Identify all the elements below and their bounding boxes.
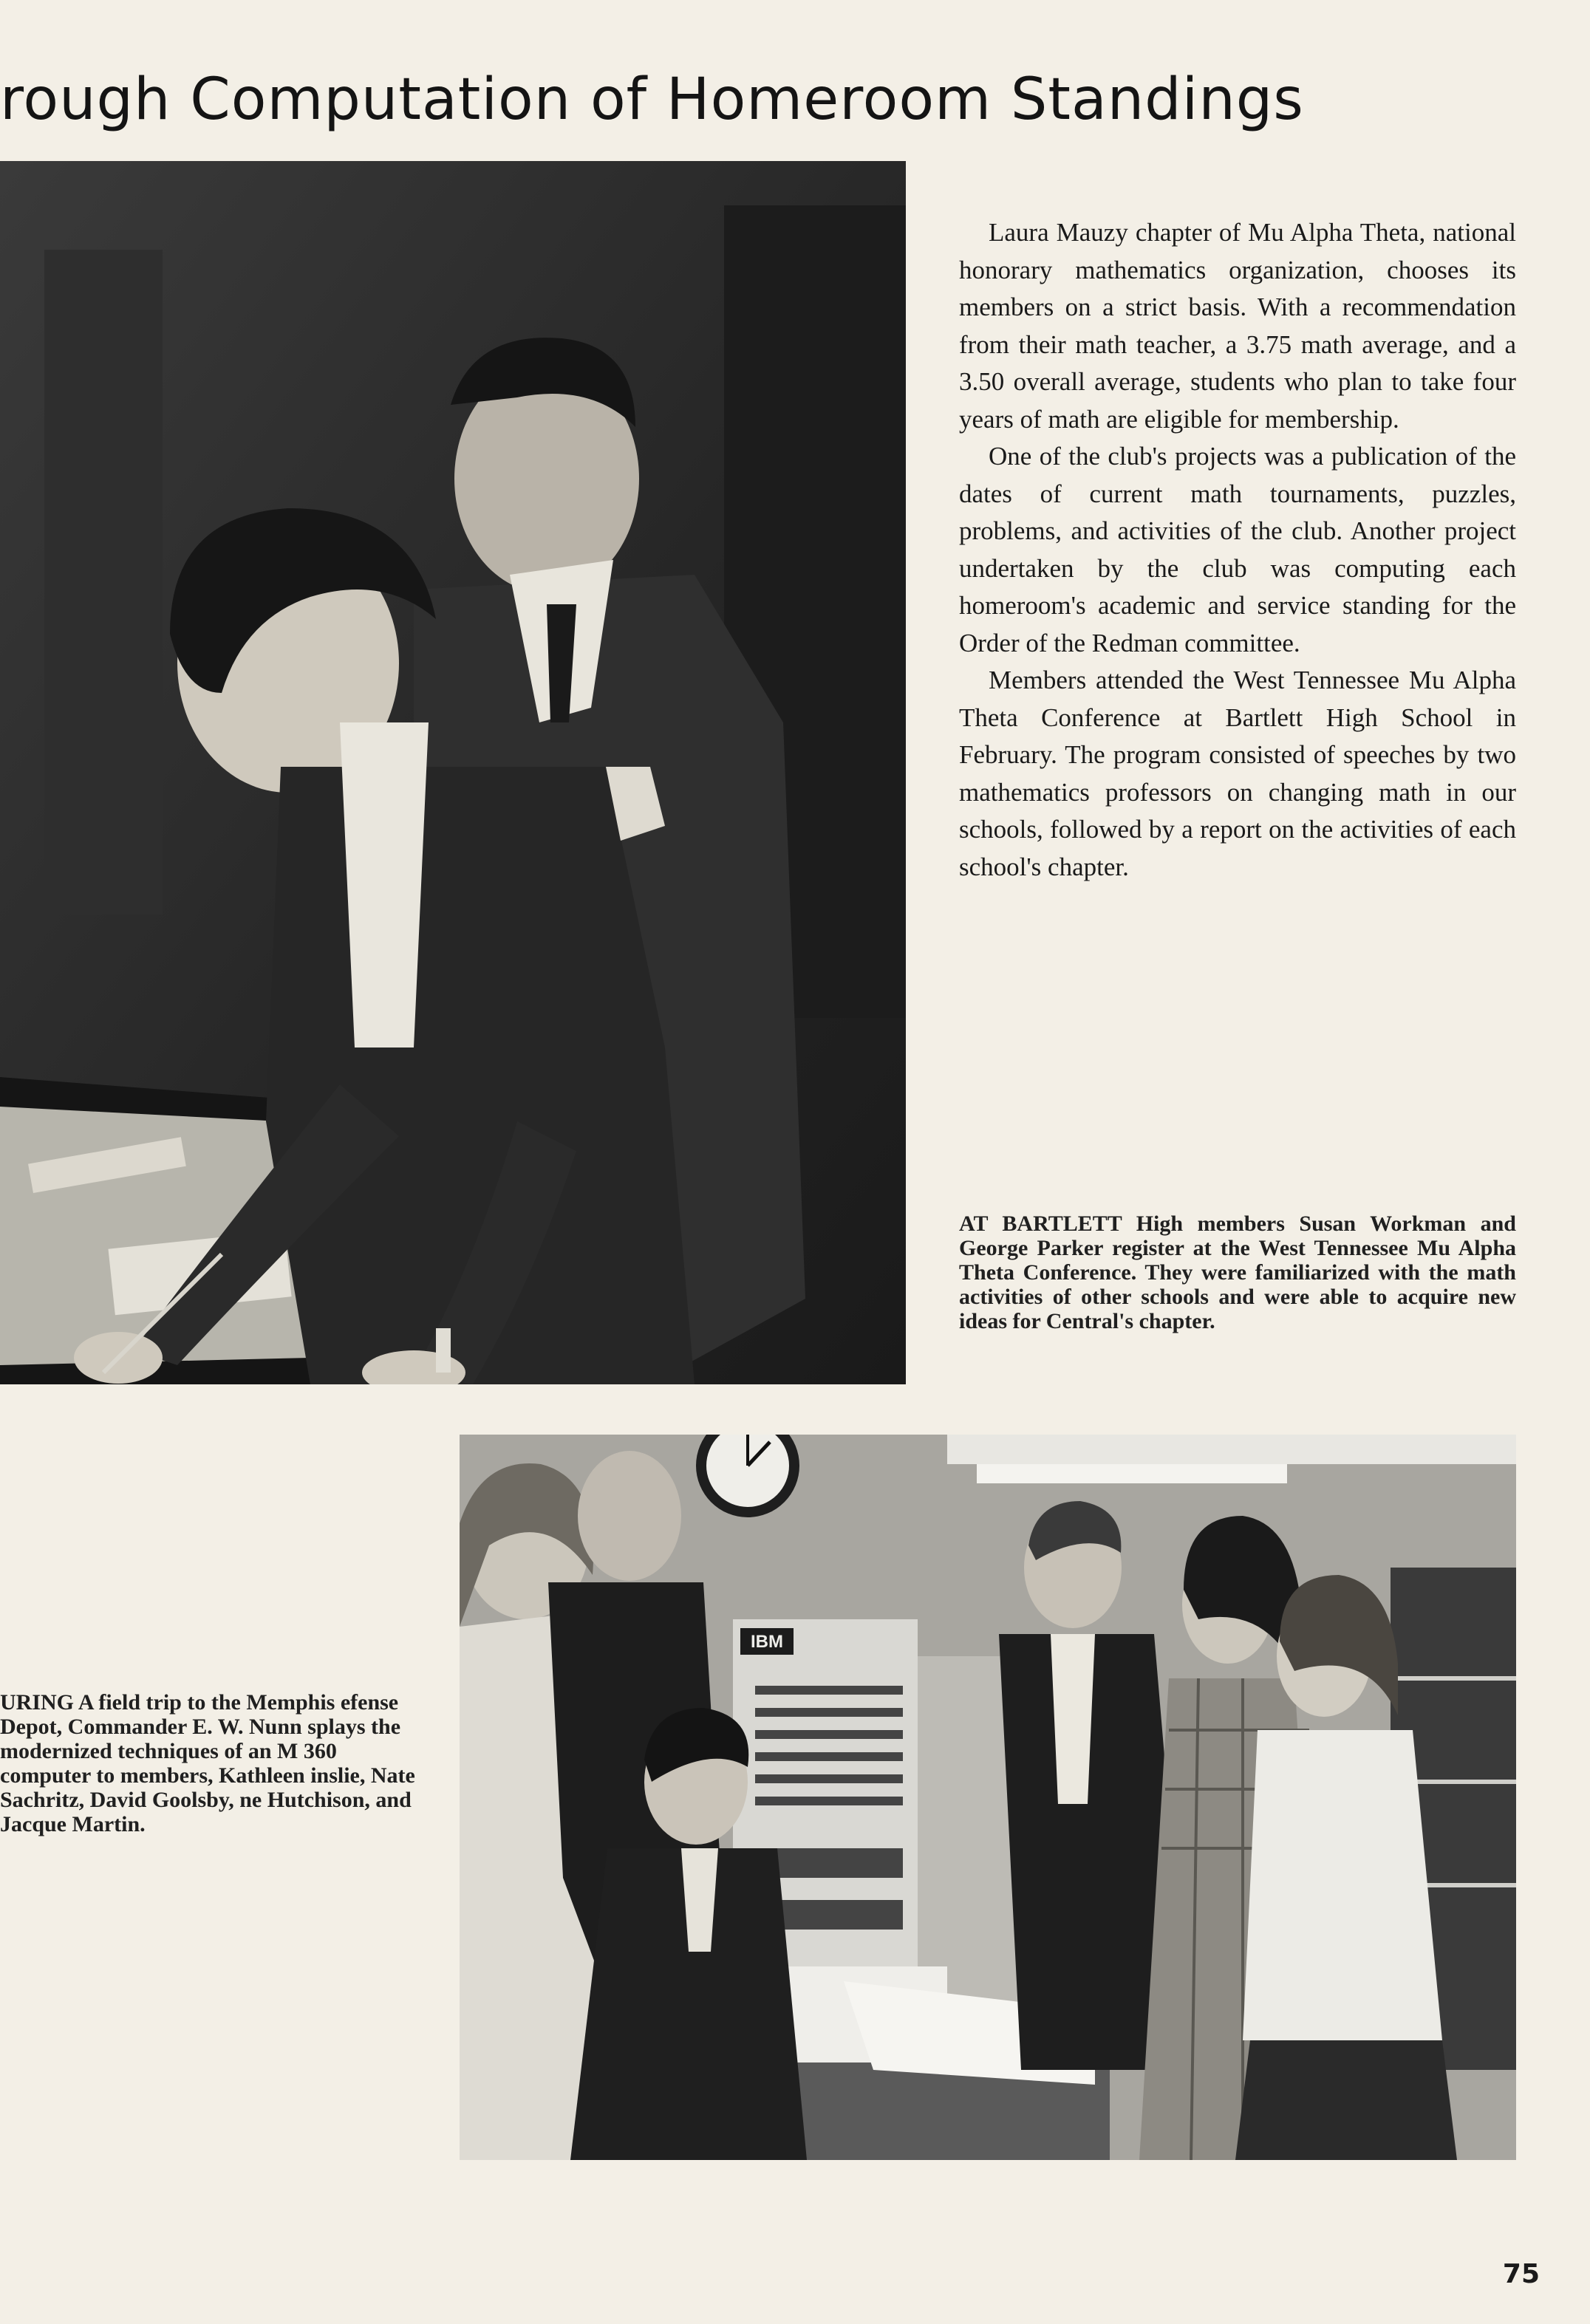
article-paragraph: One of the club's projects was a publication of the dates of current math tournaments, puzzles, problems, and activities of the club. Another project undertaken by the club was computing each homeroom's academic and service standing for the Order of the Redman committee. bbox=[959, 442, 1516, 657]
page-headline: rough Computation of Homeroom Standings bbox=[0, 66, 1304, 133]
article-paragraph: Members attended the West Tennessee Mu Alpha Theta Conference at Bartlett High School in February. The program consisted of speeches by two mathematics professors on changing math in our schools, followed by a report on the activities of each school's chapter. bbox=[959, 666, 1516, 881]
photo-students-registering bbox=[0, 161, 906, 1384]
page-number: 75 bbox=[1502, 2259, 1540, 2289]
photo-ibm-computer-field-trip bbox=[460, 1435, 1516, 2160]
caption-bottom-photo: URING A field trip to the Memphis efense Depot, Commander E. W. Nunn splays the modernized techniques of an M 360 computer to members, Kathleen inslie, Nate Sachritz, David Goolsby, ne Hutchison, and Jacque Martin. bbox=[0, 1690, 415, 1836]
ibm-label: IBM bbox=[751, 1632, 783, 1652]
article-paragraph: Laura Mauzy chapter of Mu Alpha Theta, national honorary mathematics organization, chooses its members on a strict basis. With a recommendation from their math teacher, a 3.75 math average, and a 3.50 overall average, students who plan to take four years of math are eligible for membership. bbox=[959, 218, 1516, 434]
caption-top-photo: AT BARTLETT High members Susan Workman and George Parker register at the West Tennessee Mu Alpha Theta Conference. They were familiarized with the math activities of other schools and were able to acquire new ideas for Central's chapter. bbox=[959, 1211, 1516, 1333]
article-body bbox=[959, 214, 1516, 886]
